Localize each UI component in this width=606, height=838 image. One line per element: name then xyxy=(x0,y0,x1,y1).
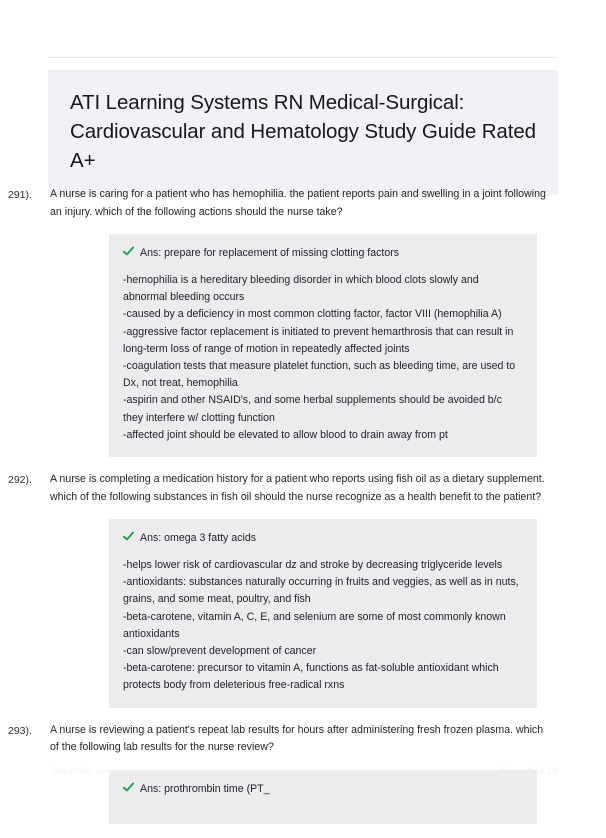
answer-detail-line: -helps lower risk of cardiovascular dz and stroke by decreasing triglyceride levels xyxy=(123,559,503,572)
question-number: 291). xyxy=(8,189,32,201)
question-header xyxy=(0,471,606,506)
footer-page-number: Page 1 of 10 xyxy=(501,766,558,777)
page-footer xyxy=(0,766,606,784)
question-text: A nurse is caring for a patient who has hemophilia. the patient reports pain and swelling in a joint following an injury. which of the following actions should the nurse take? xyxy=(50,188,546,218)
answer-box xyxy=(109,234,537,457)
answer-detail-line: -beta-carotene, vitamin A, C, E, and selenium are some of most commonly known antioxidants xyxy=(123,610,506,640)
questions-list xyxy=(0,186,606,838)
question-block xyxy=(0,471,606,708)
answer-detail-line: -aspirin and other NSAID's, and some herbal supplements should be avoided b/c they interfere w/ clotting function xyxy=(123,394,502,424)
answer-detail-line: -can slow/prevent development of cancer xyxy=(123,645,317,658)
question-header xyxy=(0,186,606,221)
answer-detail-line: -antioxidants: substances naturally occurring in fruits and veggies, as well as in nuts, grains, and some meat, poultry, and fish xyxy=(123,576,519,606)
answer-detail-line: -coagulation tests that measure platelet function, such as bleeding time, are used to Dx, not treat, hemophilia xyxy=(123,360,516,390)
answer-detail-line: -hemophilia is a hereditary bleeding disorder in which blood clots slowly and abnormal bleeding occurs xyxy=(123,274,479,304)
answer-text: Ans: omega 3 fatty acids xyxy=(140,532,257,545)
answer-line xyxy=(123,245,523,262)
answer-detail-line: -aggressive factor replacement is initiated to prevent hemarthrosis that can result in long-term loss of range of motion in repeatedly affected joints xyxy=(123,325,514,355)
question-number: 293). xyxy=(8,724,32,737)
question-text: A nurse is completing a medication history for a patient who reports using fish oil as a dietary supplement. which of the following substances in fish oil should the nurse recognize as a health benefit to the patient? xyxy=(50,473,545,503)
question-number: 292). xyxy=(8,474,32,487)
answer-details xyxy=(123,557,523,695)
question-header xyxy=(0,722,606,757)
document-title-block xyxy=(48,70,558,195)
footer-watermark: PaperStic.com xyxy=(52,766,114,776)
answer-text: Ans: prothrombin time (PT_ xyxy=(140,782,270,795)
answer-detail-line: -caused by a deficiency in most common clotting factor, factor VIII (hemophilia A) xyxy=(123,308,502,321)
answer-text: Ans: prepare for replacement of missing clotting factors xyxy=(140,247,400,259)
header-divider xyxy=(48,57,558,58)
green-checkmark-icon xyxy=(123,246,134,260)
question-block xyxy=(0,186,606,457)
answer-line xyxy=(123,530,523,547)
answer-detail-line: -beta-carotene: precursor to vitamin A, functions as fat-soluble antioxidant which protects body from deleterious free-radical rxns xyxy=(123,662,499,692)
answer-box xyxy=(109,519,537,708)
green-checkmark-icon xyxy=(123,531,134,545)
answer-details xyxy=(123,272,523,444)
question-text: A nurse is reviewing a patient's repeat lab results for hours after administering fresh frozen plasma. which of the following lab results for the nurse review? xyxy=(50,723,544,754)
page-title: ATI Learning Systems RN Medical-Surgical: Cardiovascular and Hematology Study Guide Rated A+ xyxy=(70,91,536,172)
answer-detail-line: -affected joint should be elevated to allow blood to drain away from pt xyxy=(123,428,448,441)
